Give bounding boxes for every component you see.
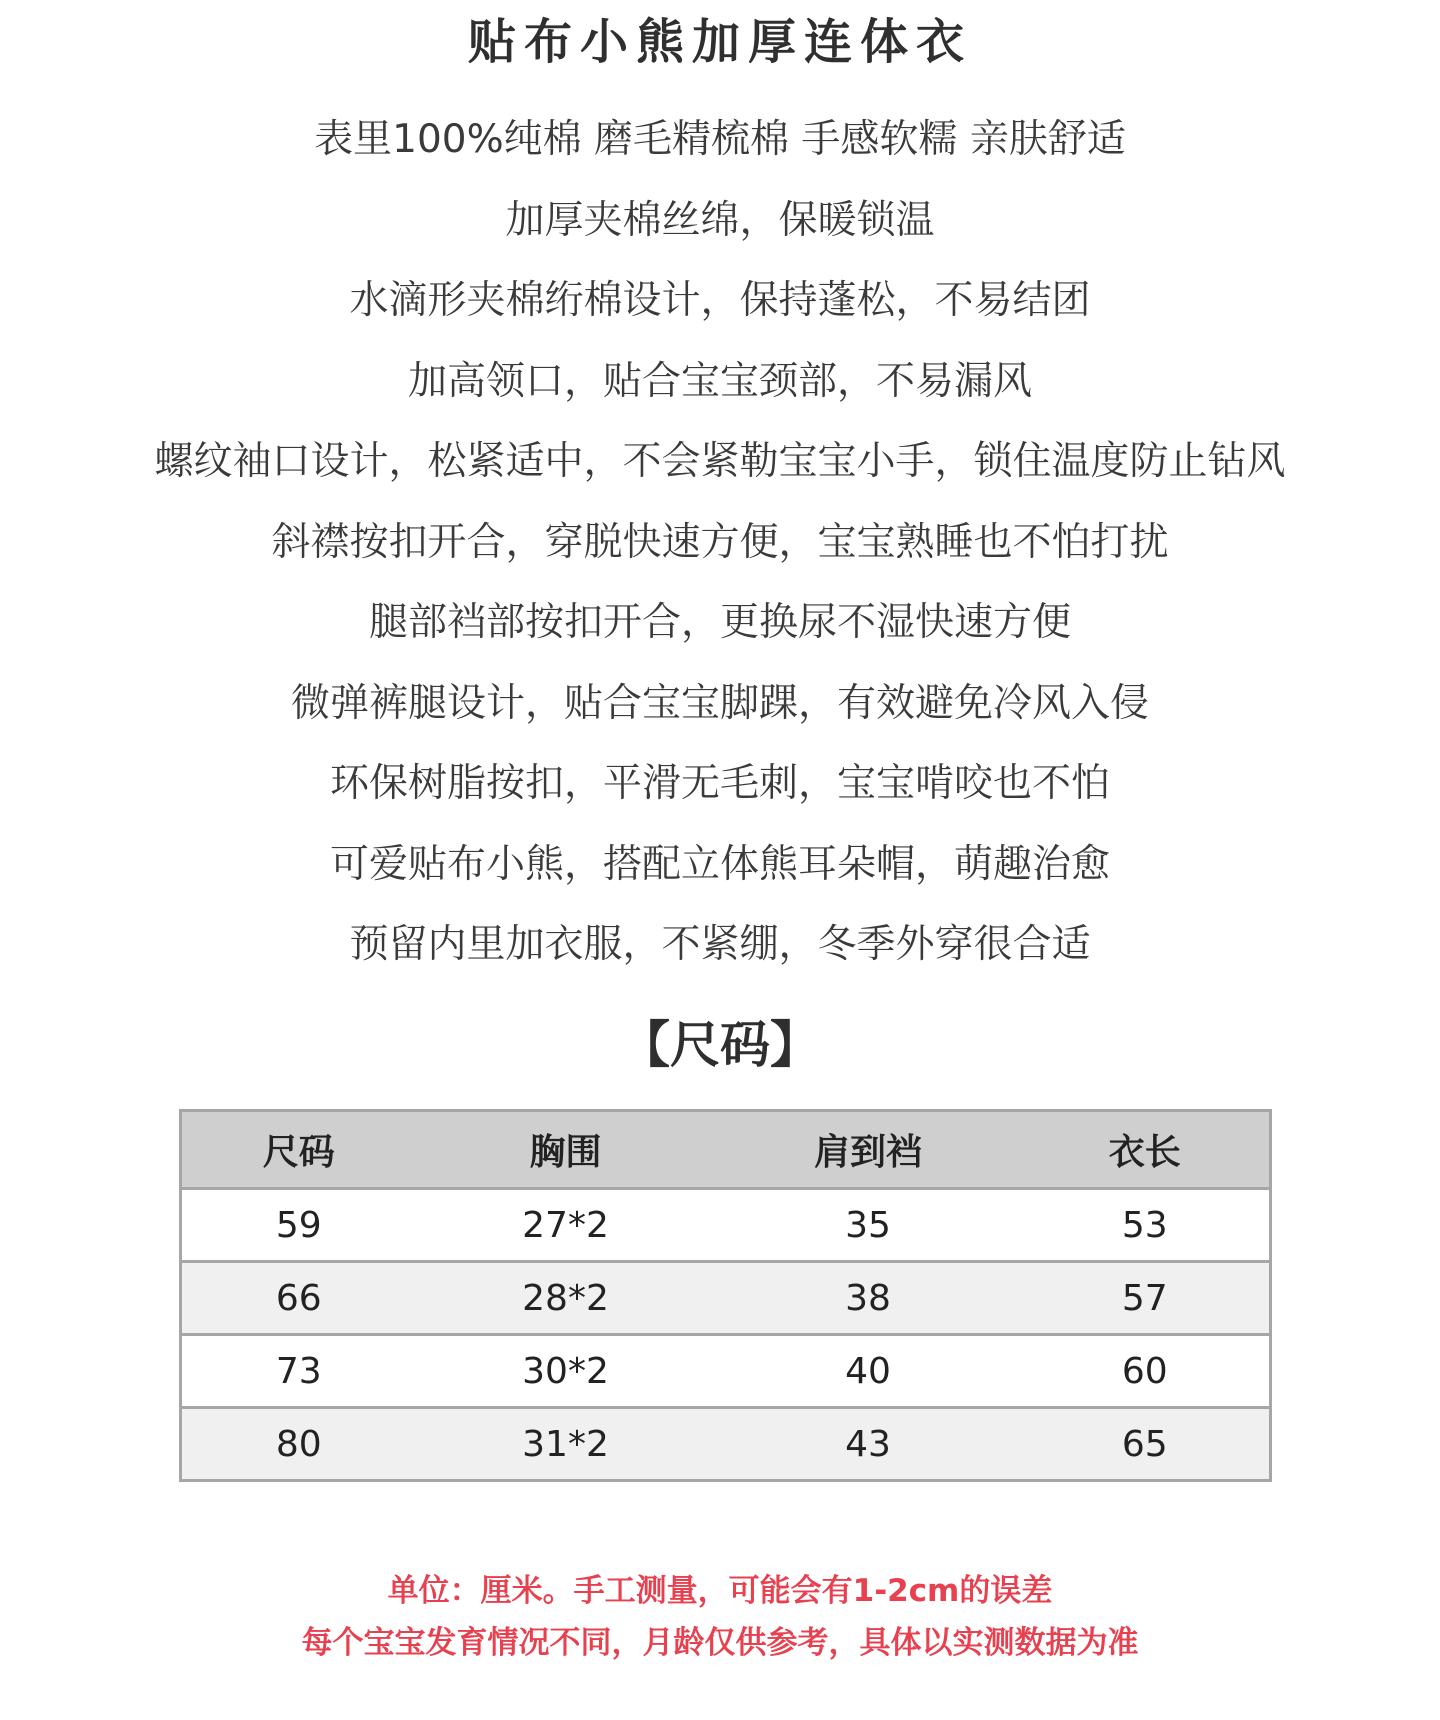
table-cell: 73 (275, 1350, 322, 1392)
product-title: 贴布小熊加厚连体衣 (467, 14, 972, 70)
table-cell: 35 (845, 1204, 891, 1246)
feature-item: 斜襟按扣开合，穿脱快速方便，宝宝熟睡也不怕打扰 (271, 519, 1169, 565)
note-unit-error: 单位：厘米。手工测量，可能会有1-2cm的误差 (387, 1573, 1053, 1609)
feature-item: 腿部裆部按扣开合，更换尿不湿快速方便 (368, 600, 1071, 645)
column-header-length: 衣长 (1021, 1111, 1271, 1189)
feature-item: 加厚夹棉丝绵，保暖锁温 (505, 197, 935, 243)
table-row (181, 1262, 1271, 1335)
size-section-heading: 【尺码】 (620, 1016, 820, 1074)
feature-item: 预留内里加衣服，不紧绷，冬季外穿很合适 (349, 922, 1091, 967)
column-header-chest: 胸围 (416, 1111, 716, 1189)
feature-item: 可爱贴布小熊，搭配立体熊耳朵帽，萌趣治愈 (329, 841, 1110, 887)
table-cell: 53 (1121, 1204, 1168, 1246)
feature-item: 加高领口，贴合宝宝颈部，不易漏风 (407, 358, 1032, 404)
table-cell: 28*2 (522, 1277, 609, 1319)
table-row (181, 1189, 1271, 1262)
table-cell: 30*2 (522, 1350, 609, 1392)
table-cell: 43 (845, 1423, 891, 1465)
table-cell: 27*2 (522, 1204, 609, 1246)
table-cell: 31*2 (522, 1423, 609, 1465)
feature-item: 微弹裤腿设计，贴合宝宝脚踝，有效避免冷风入侵 (290, 680, 1149, 726)
table-cell: 66 (275, 1277, 322, 1319)
feature-list (0, 100, 1440, 986)
table-cell: 59 (275, 1204, 322, 1246)
table-cell: 57 (1121, 1277, 1168, 1319)
table-cell: 60 (1121, 1350, 1168, 1392)
feature-item: 表里100%纯棉 磨毛精梳棉 手感软糯 亲肤舒适 (314, 117, 1126, 162)
table-row (181, 1408, 1271, 1481)
column-header-size: 尺码 (181, 1111, 416, 1189)
table-cell: 80 (275, 1423, 322, 1465)
feature-item: 螺纹袖口设计，松紧适中，不会紧勒宝宝小手，锁住温度防止钻风 (154, 439, 1286, 484)
feature-item: 水滴形夹棉绗棉设计，保持蓬松，不易结团 (349, 278, 1091, 323)
table-cell: 38 (845, 1277, 891, 1319)
measurement-notes (0, 1565, 1440, 1669)
table-row (181, 1335, 1271, 1408)
column-header-shoulder-to-crotch: 肩到裆 (716, 1111, 1021, 1189)
table-cell: 40 (845, 1350, 891, 1392)
feature-item: 环保树脂按扣，平滑无毛刺，宝宝啃咬也不怕 (329, 761, 1110, 806)
note-age-reference: 每个宝宝发育情况不同，月龄仅供参考，具体以实测数据为准 (301, 1625, 1139, 1661)
table-header-row (181, 1111, 1271, 1189)
size-table (179, 1109, 1272, 1482)
table-cell: 65 (1121, 1423, 1168, 1465)
